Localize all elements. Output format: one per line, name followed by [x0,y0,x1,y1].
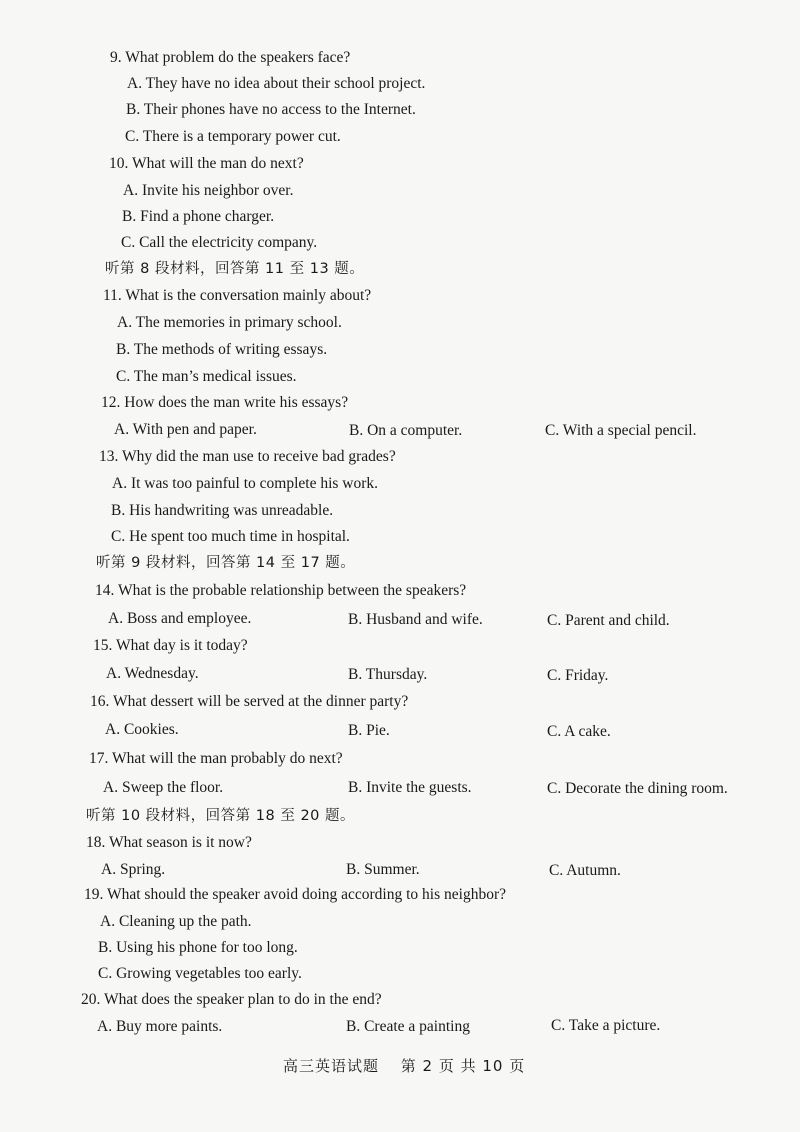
question-16-option-c: C. A cake. [547,723,611,740]
question-13-option-c: C. He spent too much time in hospital. [111,528,350,545]
question-14-option-c: C. Parent and child. [547,612,670,629]
question-12-option-c: C. With a special pencil. [545,422,697,439]
question-15-option-b: B. Thursday. [348,666,428,683]
question-12-option-b: B. On a computer. [349,422,463,439]
question-19-stem: 19. What should the speaker avoid doing according to his neighbor? [84,886,506,903]
question-19-option-a: A. Cleaning up the path. [100,913,252,930]
question-18-option-b: B. Summer. [346,861,420,878]
question-11-stem: 11. What is the conversation mainly about? [103,287,372,304]
question-14-stem: 14. What is the probable relationship between the speakers? [95,582,467,599]
question-13-stem: 13. Why did the man use to receive bad grades? [99,448,396,465]
page-footer: 高三英语试题 第 2 页 共 10 页 [283,1057,526,1075]
question-17-option-c: C. Decorate the dining room. [547,780,728,797]
question-20-option-c: C. Take a picture. [551,1017,661,1034]
question-18-stem: 18. What season is it now? [86,834,252,851]
question-15-stem: 15. What day is it today? [93,637,248,654]
question-12-option-a: A. With pen and paper. [114,421,257,438]
section-10-instruction: 听第 10 段材料，回答第 18 至 20 题。 [86,808,356,824]
question-19-option-b: B. Using his phone for too long. [98,939,298,956]
question-20-option-b: B. Create a painting [346,1018,470,1035]
question-10-option-a: A. Invite his neighbor over. [123,182,294,199]
question-16-stem: 16. What dessert will be served at the dinner party? [90,693,409,710]
question-15-option-c: C. Friday. [547,667,609,684]
question-18-option-a: A. Spring. [101,861,166,878]
question-11-option-b: B. The methods of writing essays. [116,341,328,358]
question-16-option-b: B. Pie. [348,722,390,739]
section-9-instruction: 听第 9 段材料，回答第 14 至 17 题。 [96,555,356,571]
section-8-instruction: 听第 8 段材料，回答第 11 至 13 题。 [105,261,365,277]
question-17-stem: 17. What will the man probably do next? [89,750,343,767]
question-9-option-a: A. They have no idea about their school project. [127,75,426,92]
question-14-option-a: A. Boss and employee. [108,610,252,627]
question-10-stem: 10. What will the man do next? [109,155,304,172]
question-9-option-c: C. There is a temporary power cut. [125,128,341,145]
question-13-option-b: B. His handwriting was unreadable. [111,502,334,519]
question-20-option-a: A. Buy more paints. [97,1018,223,1035]
question-11-option-a: A. The memories in primary school. [117,314,342,331]
question-11-option-c: C. The man’s medical issues. [116,368,297,385]
question-13-option-a: A. It was too painful to complete his work. [112,475,379,492]
question-12-stem: 12. How does the man write his essays? [101,394,349,411]
question-10-option-b: B. Find a phone charger. [122,208,275,225]
question-19-option-c: C. Growing vegetables too early. [98,965,302,982]
question-9-option-b: B. Their phones have no access to the Internet. [126,101,416,118]
question-18-option-c: C. Autumn. [549,862,621,879]
question-9-stem: 9. What problem do the speakers face? [110,49,351,66]
question-10-option-c: C. Call the electricity company. [121,234,318,251]
question-15-option-a: A. Wednesday. [106,665,199,682]
question-16-option-a: A. Cookies. [105,721,179,738]
question-14-option-b: B. Husband and wife. [348,611,483,628]
question-17-option-b: B. Invite the guests. [348,779,472,796]
question-20-stem: 20. What does the speaker plan to do in the end? [81,991,382,1008]
question-17-option-a: A. Sweep the floor. [103,779,224,796]
